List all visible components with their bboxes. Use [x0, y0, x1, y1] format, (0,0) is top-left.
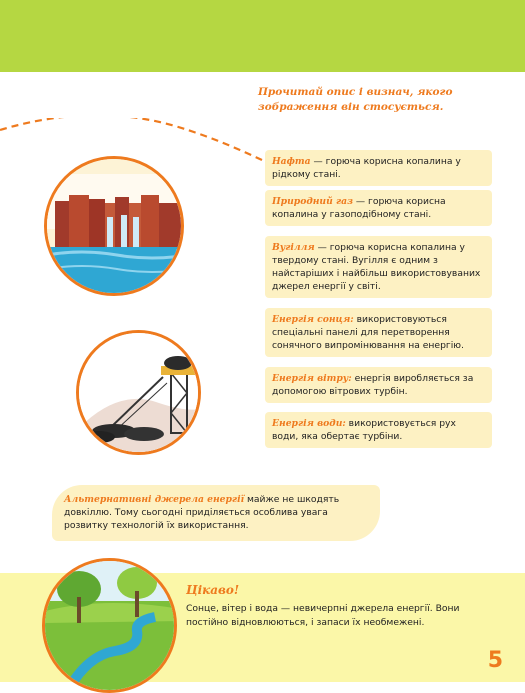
alt-energy-term: Альтернативні джерела енергії	[64, 494, 245, 505]
landscape-illustration	[42, 558, 177, 693]
card-solar-text: використовуються спеціальні панелі для перетворення сонячного випромінювання на енергію.	[272, 314, 464, 351]
card-oil-text: — горюча корисна копалина у рідкому стані.	[272, 156, 461, 180]
interesting-title: Цікаво!	[186, 583, 240, 597]
interesting-text: Сонце, вітер і вода — невичерпні джерела енергії. Вони постійно відновлюються, і запаси їх необмежені.	[186, 603, 460, 628]
page-number: 5	[487, 648, 503, 673]
instruction-line-2: зображення він стосується.	[258, 101, 444, 113]
card-gas-text: — горюча корисна копалина у газоподібному стані.	[272, 196, 446, 220]
card-wind	[265, 367, 492, 403]
alt-energy-text: майже не шкодять довкіллю. Тому сьогодні приділяється особлива увага розвитку технологій їх використання.	[64, 494, 340, 531]
card-coal-text: — горюча корисна копалина у твердому стані. Вугілля є одним з найстаріших і найбільш використовуваних джерел енергії у світі.	[272, 242, 481, 292]
dam-illustration	[44, 156, 184, 296]
alternative-energy-note	[52, 485, 380, 541]
card-gas-term: Природний газ	[272, 196, 353, 207]
top-green-band	[0, 0, 525, 72]
card-wind-text: енергія виробляється за допомогою вітрових турбін.	[272, 373, 474, 397]
card-solar	[265, 308, 492, 357]
card-water-term: Енергія води:	[272, 418, 346, 429]
instruction-line-1: Прочитай опис і визнач, якого	[258, 86, 453, 98]
card-natural-gas	[265, 190, 492, 226]
card-oil	[265, 150, 492, 186]
card-water	[265, 412, 492, 448]
card-wind-term: Енергія вітру:	[272, 373, 352, 384]
card-solar-term: Енергія сонця:	[272, 314, 354, 325]
card-coal-term: Вугілля	[272, 242, 315, 253]
card-water-text: використовується рух води, яка обертає турбіни.	[272, 418, 456, 442]
instruction-text	[258, 85, 508, 115]
card-coal	[265, 236, 492, 298]
coal-mine-illustration	[76, 330, 201, 455]
card-oil-term: Нафта	[272, 156, 311, 167]
